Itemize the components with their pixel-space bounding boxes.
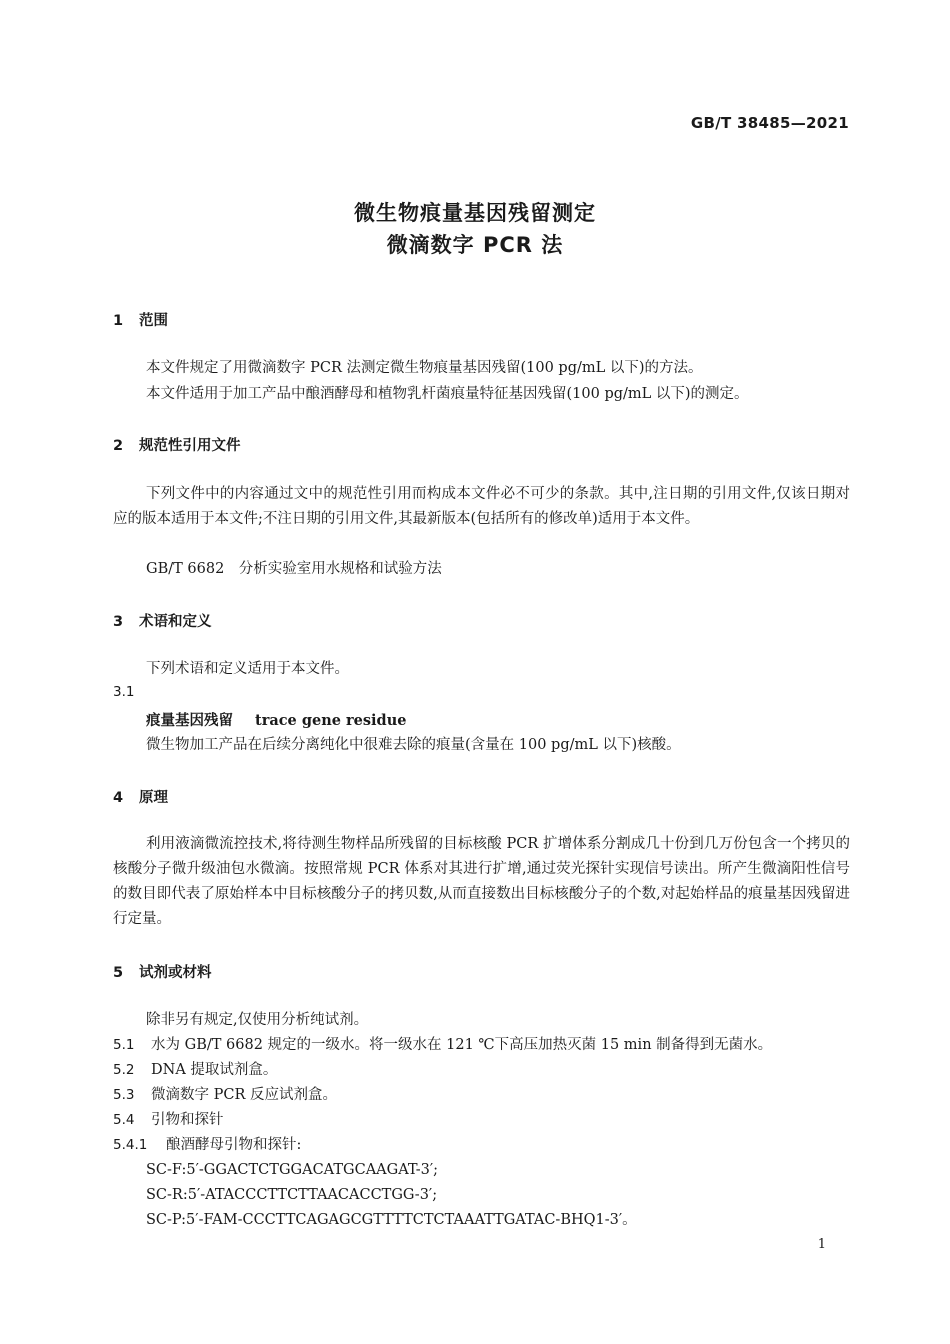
term-definition: 微生物加工产品在后续分离纯化中很难去除的痕量(含量在 100 pg/mL 以下)核酸。 (146, 737, 681, 753)
section-number: 5 (113, 965, 124, 981)
page-number: 1 (817, 1237, 826, 1252)
item-5-3 (113, 1083, 337, 1108)
item-5-1 (113, 1033, 772, 1058)
section-title: 术语和定义 (139, 614, 212, 630)
section-title: 原理 (139, 790, 168, 806)
section-1-paragraph-1: 本文件规定了用微滴数字 PCR 法测定微生物痕量基因残留(100 pg/mL 以下)的方法。 (146, 360, 703, 376)
standard-code: GB/T 38485—2021 (690, 114, 849, 132)
section-5-paragraph: 除非另有规定,仅使用分析纯试剂。 (146, 1012, 369, 1028)
document-title-line1: 微生物痕量基因残留测定 (354, 201, 596, 225)
primer-sc-r: SC-R:5′-ATACCCTTCTTAACACCTGG-3′; (146, 1187, 438, 1203)
section-number: 1 (113, 313, 124, 329)
item-5-2 (113, 1058, 277, 1083)
item-text: DNA 提取试剂盒。 (151, 1062, 278, 1078)
section-title: 试剂或材料 (139, 965, 212, 981)
section-5-heading (113, 961, 212, 982)
item-text: 酿酒酵母引物和探针: (166, 1137, 302, 1153)
term-number: 3.1 (113, 684, 135, 700)
normative-reference: GB/T 6682 分析实验室用水规格和试验方法 (146, 561, 442, 577)
term-entry (146, 709, 406, 730)
section-1-paragraph-2: 本文件适用于加工产品中酿酒酵母和植物乳杆菌痕量特征基因残留(100 pg/mL 以下)的测定。 (146, 386, 749, 402)
primer-sc-f: SC-F:5′-GGACTCTGGACATGCAAGAT-3′; (146, 1162, 439, 1178)
section-4-heading (113, 786, 168, 807)
item-number: 5.1 (113, 1037, 135, 1053)
section-number: 3 (113, 614, 124, 630)
section-2-paragraph: 下列文件中的内容通过文中的规范性引用而构成本文件必不可少的条款。其中,注日期的引用文件,仅该日期对应的版本适用于本文件;不注日期的引用文件,其最新版本(包括所有的修改单)适用于本文件。 (113, 486, 850, 527)
item-text: 微滴数字 PCR 反应试剂盒。 (151, 1087, 337, 1103)
section-4-paragraph: 利用液滴微流控技术,将待测生物样品所残留的目标核酸 PCR 扩增体系分割成几十份到几万份包含一个拷贝的核酸分子微升级油包水微滴。按照常规 PCR 体系对其进行扩增,通过荧光探针实现信号读出。所产生微滴阳性信号的数目即代表了原始样本中目标核酸分子的拷贝数,从而直接数出目标核酸分子的个数,对起始样品的痕量基因残留进行定量。 (113, 836, 850, 927)
item-text: 水为 GB/T 6682 规定的一级水。将一级水在 121 ℃下高压加热灭菌 15 min 制备得到无菌水。 (151, 1037, 773, 1053)
section-1-heading (113, 309, 168, 330)
item-5-4-1 (113, 1133, 301, 1158)
item-number: 5.4 (113, 1112, 135, 1128)
item-number: 5.4.1 (113, 1137, 148, 1153)
section-title: 规范性引用文件 (139, 438, 241, 454)
term-chinese: 痕量基因残留 (146, 713, 233, 729)
section-title: 范围 (139, 313, 168, 329)
section-3-heading (113, 610, 212, 631)
section-2-heading (113, 434, 241, 455)
item-number: 5.2 (113, 1062, 135, 1078)
section-number: 4 (113, 790, 124, 806)
term-english: trace gene residue (255, 712, 407, 729)
item-number: 5.3 (113, 1087, 135, 1103)
section-3-paragraph: 下列术语和定义适用于本文件。 (146, 661, 349, 677)
document-title-line2: 微滴数字 PCR 法 (386, 233, 564, 257)
item-text: 引物和探针 (151, 1112, 224, 1128)
probe-sc-p: SC-P:5′-FAM-CCCTTCAGAGCGTTTTCTCTAAATTGATAC-BHQ1-3′。 (146, 1212, 637, 1228)
section-number: 2 (113, 438, 124, 454)
item-5-4 (113, 1108, 224, 1133)
